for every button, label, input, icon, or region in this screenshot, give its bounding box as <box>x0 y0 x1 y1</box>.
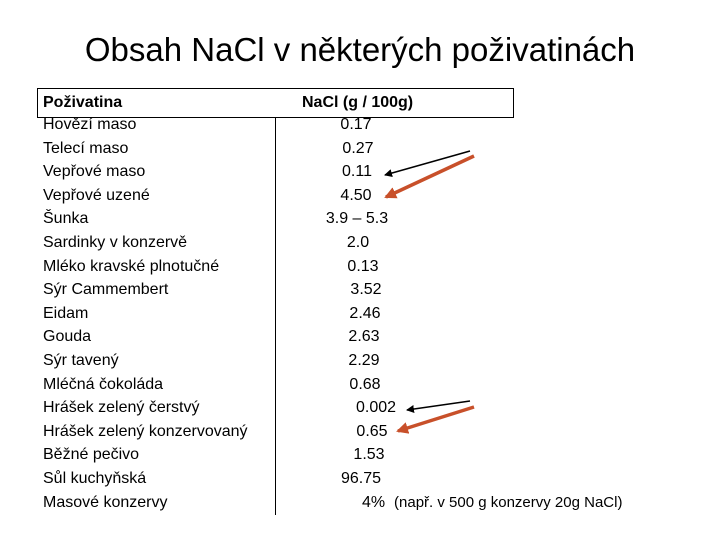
row-value: 2.29 <box>348 352 380 369</box>
row-value: 96.75 <box>340 470 382 487</box>
row-food: Sýr tavený <box>43 352 119 369</box>
row-food: Sýr Cammembert <box>43 281 169 298</box>
row-food: Mléko kravské plnotučné <box>43 258 220 275</box>
row-food: Telecí maso <box>43 140 129 157</box>
row-value: 3.9 – 5.3 <box>325 210 389 227</box>
row-value-note: (např. v 500 g konzervy 20g NaCl) <box>394 494 623 511</box>
row-food: Sardinky v konzervě <box>43 234 188 251</box>
row-value: 0.17 <box>340 116 372 133</box>
row-value: 0.11 <box>342 163 372 180</box>
header-value: NaCl (g / 100g) <box>302 94 414 111</box>
row-value: 0.002 <box>355 399 397 416</box>
row-food: Mléčná čokoláda <box>43 376 164 393</box>
row-food: Vepřové uzené <box>43 187 150 204</box>
black-arrow-hrasek-cerstvy <box>407 401 470 410</box>
row-value: 1.53 <box>353 446 385 463</box>
row-value: 2.63 <box>348 328 380 345</box>
row-food: Hrášek zelený čerstvý <box>43 399 200 416</box>
header-food: Poživatina <box>43 94 123 111</box>
row-food: Gouda <box>43 328 92 345</box>
row-food: Sůl kuchyňská <box>43 470 147 487</box>
row-food: Běžné pečivo <box>43 446 140 463</box>
row-value: 0.27 <box>342 140 374 157</box>
red-arrow-hrasek-konzervovany <box>398 407 474 431</box>
row-value: 2.46 <box>349 305 381 322</box>
row-value: 0.68 <box>349 376 381 393</box>
row-value: 2.0 <box>346 234 370 251</box>
row-value-main: 4% <box>362 494 395 511</box>
row-value: 0.65 <box>356 423 388 440</box>
row-food: Hrášek zelený konzervovaný <box>43 423 248 440</box>
page-title: Obsah NaCl v některých poživatinách <box>84 31 636 68</box>
row-food: Masové konzervy <box>43 494 168 511</box>
row-food: Hovězí maso <box>43 116 137 133</box>
row-value: 0.13 <box>347 258 379 275</box>
row-food: Vepřové maso <box>43 163 146 180</box>
row-food: Eidam <box>43 305 89 322</box>
row-value: 3.52 <box>350 281 382 298</box>
row-food: Šunka <box>43 210 89 227</box>
row-value: 4.50 <box>340 187 372 204</box>
